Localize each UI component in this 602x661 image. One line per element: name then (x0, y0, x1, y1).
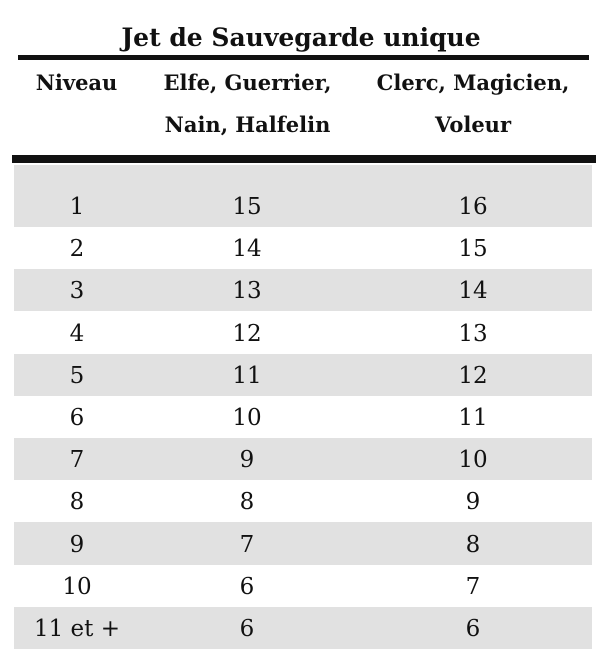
cell-niveau: 6 (69, 404, 85, 431)
cell-clerc-magicien: 8 (465, 531, 481, 558)
header-niveau (14, 62, 139, 104)
table-body (14, 165, 592, 649)
cell-clerc-magicien: 15 (458, 236, 488, 263)
cell-niveau: 5 (69, 362, 85, 389)
table-row (14, 607, 592, 649)
header-col2-line-2: Nain, Halfelin (164, 112, 331, 137)
table-row (14, 565, 592, 607)
header-elfe-guerrier-nain-halfelin (140, 62, 355, 146)
cell-elfe-guerrier: 10 (232, 404, 262, 431)
table-row (14, 354, 592, 396)
table-row (14, 311, 592, 353)
cell-clerc-magicien: 10 (458, 447, 488, 474)
cell-niveau: 2 (69, 236, 85, 263)
cell-elfe-guerrier: 9 (239, 447, 255, 474)
cell-elfe-guerrier: 6 (239, 573, 255, 600)
cell-clerc-magicien: 12 (458, 362, 488, 389)
cell-niveau: 8 (69, 489, 85, 516)
header-col3-line-2: Voleur (434, 112, 512, 137)
header-col2-line-1: Elfe, Guerrier, (163, 70, 332, 95)
cell-elfe-guerrier: 6 (239, 615, 255, 642)
cell-niveau: 7 (69, 447, 85, 474)
cell-niveau: 10 (62, 573, 92, 600)
cell-elfe-guerrier: 13 (232, 278, 262, 305)
table-row (14, 227, 592, 269)
cell-niveau: 3 (69, 278, 85, 305)
cell-elfe-guerrier: 8 (239, 489, 255, 516)
header-rule (12, 155, 596, 163)
table-row (14, 522, 592, 564)
cell-clerc-magicien: 16 (458, 194, 488, 220)
cell-clerc-magicien: 6 (465, 615, 481, 642)
cell-clerc-magicien: 13 (458, 320, 488, 347)
table-row (14, 269, 592, 311)
cell-elfe-guerrier: 11 (232, 362, 262, 389)
table-row (14, 438, 592, 480)
cell-clerc-magicien: 7 (465, 573, 481, 600)
cell-niveau: 9 (69, 531, 85, 558)
cell-elfe-guerrier: 15 (232, 194, 262, 220)
cell-niveau: 4 (69, 320, 85, 347)
table-row (14, 396, 592, 438)
table-title: Jet de Sauvegarde unique (121, 23, 481, 52)
table-row (14, 165, 592, 227)
cell-niveau: 11 et + (33, 615, 120, 642)
top-rule (18, 55, 589, 60)
cell-clerc-magicien: 9 (465, 489, 481, 516)
cell-niveau: 1 (69, 194, 85, 220)
header-niveau-line-1: Niveau (35, 70, 118, 95)
cell-elfe-guerrier: 12 (232, 320, 262, 347)
table-row (14, 480, 592, 522)
cell-elfe-guerrier: 14 (232, 236, 262, 263)
header-clerc-magicien-voleur (358, 62, 588, 146)
header-col3-line-1: Clerc, Magicien, (376, 70, 570, 95)
cell-clerc-magicien: 11 (458, 404, 488, 431)
cell-clerc-magicien: 14 (458, 278, 488, 305)
cell-elfe-guerrier: 7 (239, 531, 255, 558)
